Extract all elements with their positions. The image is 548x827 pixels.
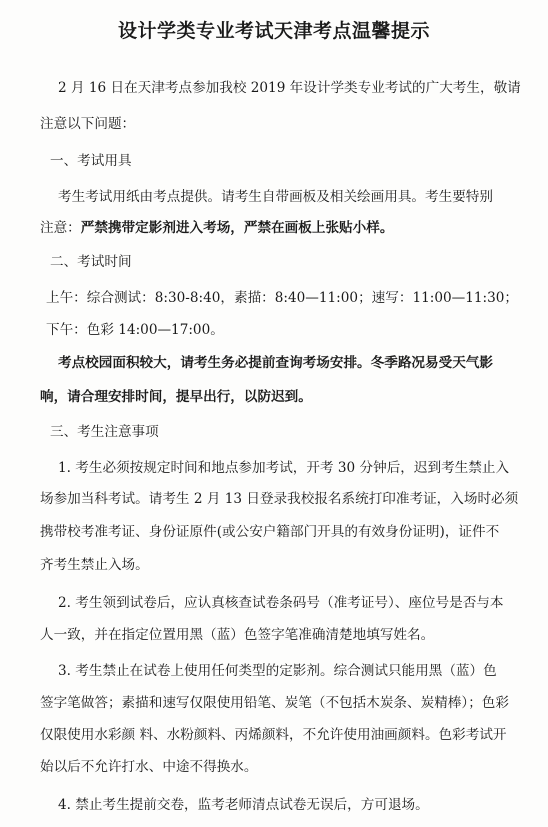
section-heading-time: 二、考试时间 <box>50 254 132 270</box>
section-heading-notes: 三、考生注意事项 <box>50 424 159 440</box>
notice-item-4-line-1: 4. 禁止考生提前交卷，监考老师清点试卷无误后，方可退场。 <box>58 797 429 813</box>
intro-line-2: 注意以下问题： <box>40 116 136 132</box>
time-note-line-2: 响，请合理安排时间，提早出行，以防迟到。 <box>40 389 312 405</box>
notice-item-3-line-1: 3. 考生禁止在试卷上使用任何类型的定影剂。综合测试只能用黑（蓝）色 <box>58 663 497 679</box>
notice-item-1-line-2: 场参加当科考试。请考生 2 月 13 日登录我校报名系统打印准考证，入场时必须 <box>40 491 519 507</box>
tools-line-1: 考生考试用纸由考点提供。请考生自带画板及相关绘画用具。考生要特别 <box>58 189 493 205</box>
notice-item-1-line-4: 齐考生禁止入场。 <box>40 557 149 573</box>
notice-item-3-line-4: 始以后不允许打水、中途不得换水。 <box>40 759 258 775</box>
notice-item-2-line-2: 人一致，并在指定位置用黑（蓝）色签字笔准确清楚地填写姓名。 <box>40 627 435 643</box>
notice-item-1-line-1: 1. 考生必须按规定时间和地点参加考试，开考 30 分钟后，迟到考生禁止入 <box>58 460 510 476</box>
tools-line-2 <box>40 218 393 238</box>
schedule-afternoon: 下午：色彩 14:00—17:00。 <box>46 322 224 338</box>
time-note-line-1: 考点校园面积较大，请考生务必提前查询考场安排。冬季路况易受天气影 <box>58 355 493 371</box>
tools-warning: 严禁携带定影剂进入考场，严禁在画板上张贴小样。 <box>80 220 394 236</box>
schedule-morning: 上午：综合测试：8:30-8:40，素描：8:40—11:00；速写：11:00—11:30； <box>46 290 518 306</box>
notice-item-2-line-1: 2. 考生领到试卷后，应认真核查试卷条码号（准考证号）、座位号是否与本 <box>58 595 504 611</box>
section-heading-tools: 一、考试用具 <box>50 153 132 169</box>
intro-line-1: 2 月 16 日在天津考点参加我校 2019 年设计学类专业考试的广大考生，敬请 <box>58 80 521 96</box>
page-title: 设计学类专业考试天津考点温馨提示 <box>117 20 430 42</box>
notice-item-3-line-2: 签字笔做答；素描和速写仅限使用铅笔、炭笔（不包括木炭条、炭精棒）；色彩 <box>40 695 509 711</box>
tools-line-2-prefix: 注意： <box>40 220 81 236</box>
notice-item-3-line-3: 仅限使用水彩颜 料、水粉颜料、丙烯颜料，不允许使用油画颜料。色彩考试开 <box>40 727 507 743</box>
notice-item-1-line-3: 携带校考准考证、身份证原件(或公安户籍部门开具的有效身份证明)，证件不 <box>40 524 500 540</box>
